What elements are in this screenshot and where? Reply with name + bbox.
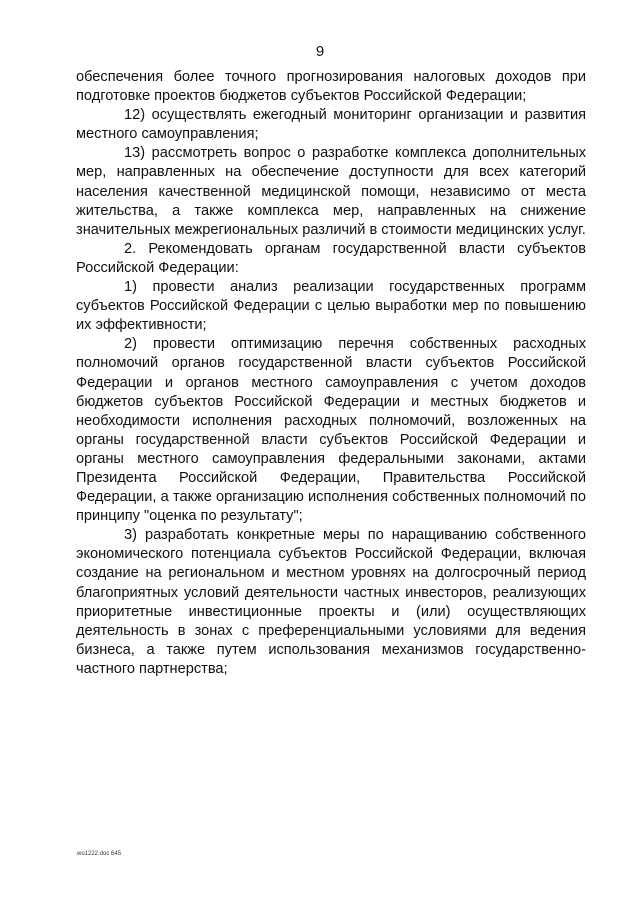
page-number: 9 (315, 43, 325, 60)
document-body (76, 68, 586, 679)
paragraph-item-13: 13) рассмотреть вопрос о разработке комплекса дополнительных мер, направленных на обеспечение доступности для всех категорий населения качественной медицинской помощи, независимо от места жительства, а также комплекса мер, направленных на снижение значительных межрегиональных различий в стоимости медицинских услуг. (76, 145, 586, 238)
paragraph-subitem-2: 2) провести оптимизацию перечня собственных расходных полномочий органов государственной власти субъектов Российской Федерации и органов местного самоуправления с учетом доходов бюджетов субъектов Российской Федерации и местных бюджетов и необходимости исполнения расходных полномочий, возложенных на органы государственной власти субъектов Российской Федерации и органы местного самоуправления федеральными законами, актами Президента Российской Федерации, Правительства Российской Федерации, а также организацию исполнения собственных полномочий по принципу "оценка по результату"; (76, 336, 586, 525)
paragraph-section-2: 2. Рекомендовать органам государственной власти субъектов Российской Федерации: (76, 240, 586, 276)
paragraph-continuation: обеспечения более точного прогнозирования налоговых доходов при подготовке проектов бюджетов субъектов Российской Федерации; (76, 69, 586, 105)
paragraph-subitem-3: 3) разработать конкретные меры по наращиванию собственного экономического потенциала субъектов Российской Федерации, включая создание на региональном и местном уровнях на долгосрочный период благоприятных условий деятельности частных инвесторов, реализующих приоритетные инвестиционные проекты и (или) осуществляющих деятельность в зонах с преференциальными условиями для ведения бизнеса, а также путем использования механизмов государственно-частного партнерства; (76, 527, 586, 677)
paragraph-item-12: 12) осуществлять ежегодный мониторинг организации и развития местного самоуправления; (76, 107, 586, 143)
paragraph-subitem-1: 1) провести анализ реализации государственных программ субъектов Российской Федерации с целью выработки мер по повышению их эффективности; (76, 279, 586, 334)
footer-file-reference: wo1222.doc 645 (77, 851, 122, 857)
